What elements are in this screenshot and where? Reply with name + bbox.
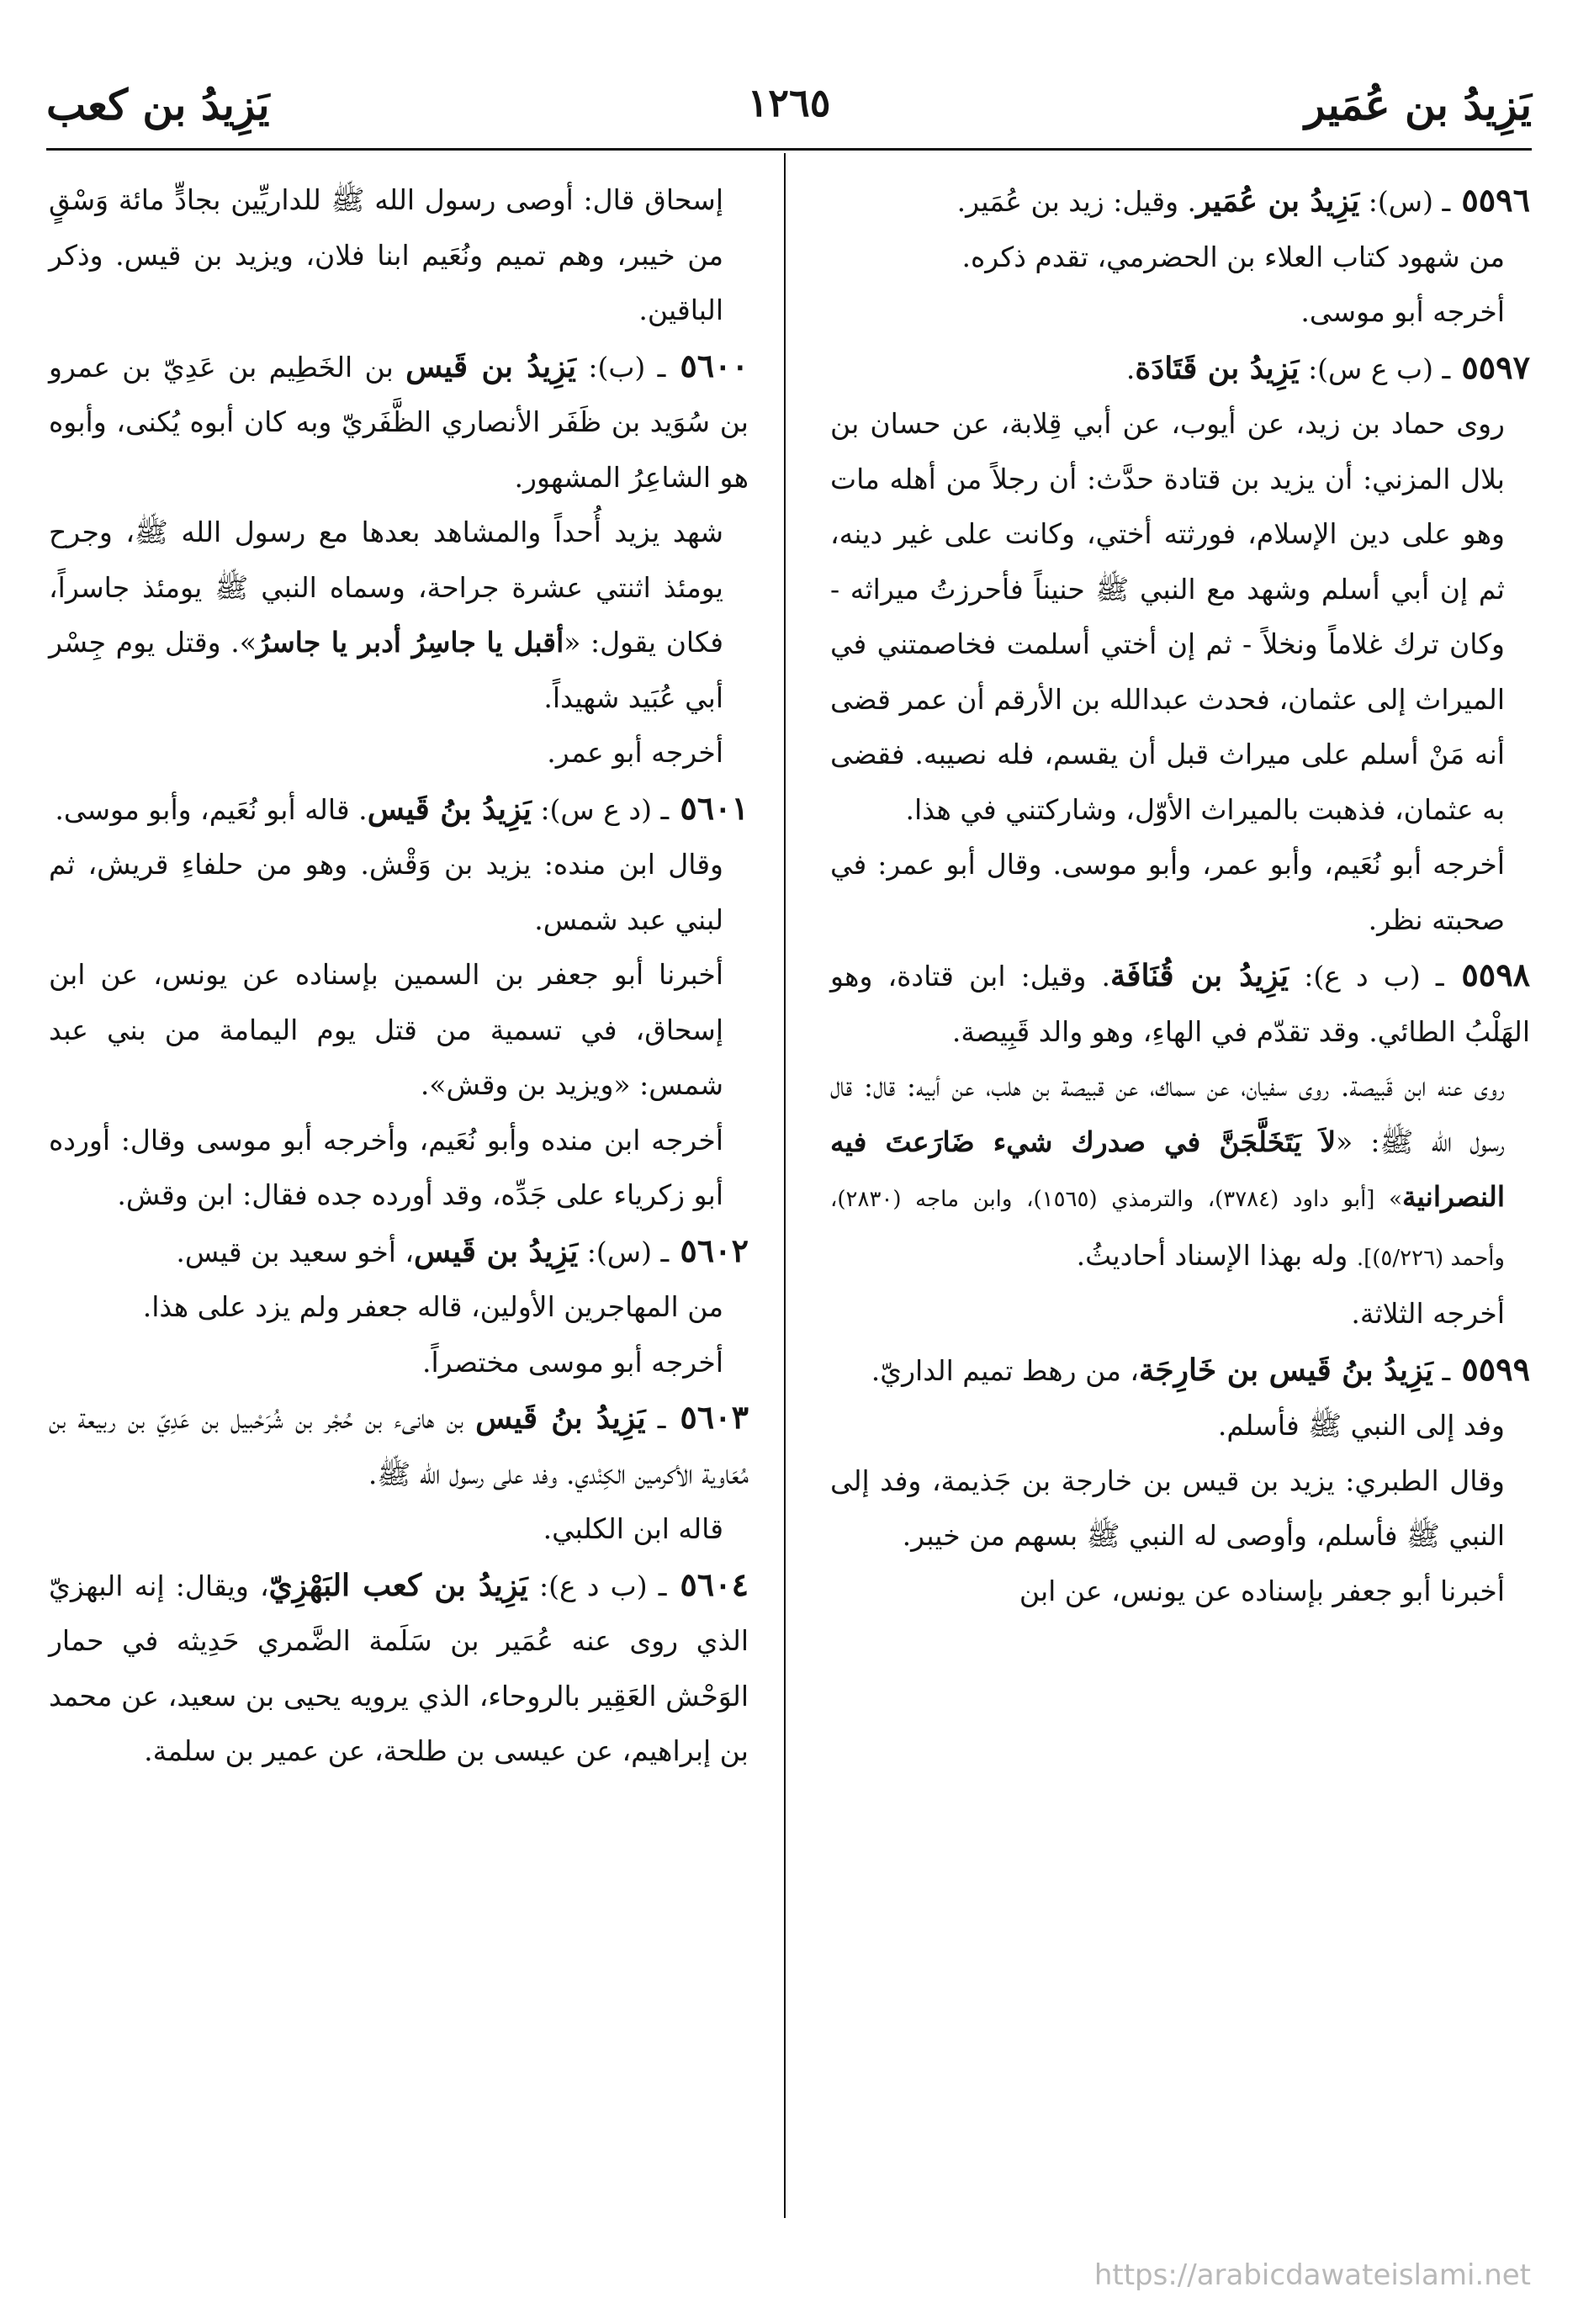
entry-text: ، ويقال: إنه البهزيّ الذي روى عنه عُمَير بن سَلَمة الضَّمري حَدِيثه في حمار الوَحْش العَقِير بالروحاء، الذي يرويه يحيى بن سعيد، عن محمد بن إبراهيم، عن عيسى بن طلحة، عن عمير بن سلمة. — [49, 1569, 749, 1767]
entry-heading — [830, 340, 1530, 397]
entry-number: ٥٦٠٣ — [665, 1398, 749, 1436]
paragraph — [49, 1335, 749, 1390]
paragraph-text: إسحاق قال: أوصى رسول الله ﷺ للداريِّين بجادٍّ مائة وَسْقٍ من خيبر، وهم تميم ونُعَيم ابنا فلان، ويزيد بن قيس. وذكر الباقين. — [49, 183, 723, 326]
paragraph-text: أخبرنا أبو جعفر بن السمين بإسناده عن يونس، عن ابن إسحاق، في تسمية من قتل يوم اليمامة من بني عبد شمس: «ويزيد بن وقش». — [49, 958, 723, 1101]
running-head-right: يَزِيدُ بن عُمَير — [1305, 80, 1532, 130]
entry-text: ، أخو سعيد بن قيس. — [176, 1235, 415, 1268]
right-column — [830, 172, 1530, 1618]
paragraph — [49, 505, 749, 725]
paragraph-text: روى عنه ابن قَبيصة. روى سفيان، عن سماك، عن قبيصة بن هلب، عن أبيه: قال: قال رسول الله ﷺ: « — [830, 1070, 1505, 1158]
entry-number: ٥٦٠١ — [669, 788, 749, 827]
paragraph — [49, 1279, 749, 1335]
entry-heading — [830, 947, 1530, 1059]
paragraph-text: روى حماد بن زيد، عن أيوب، عن أبي قِلابة، عن حسان بن بلال المزني: أن يزيد بن قتادة حدَّث: أن رجلاً من أهله مات وهو على دين الإسلام، فورثته أختي، وكانت على غير دينه، ثم إن أبي أسلم وشهد مع النبي ﷺ حنيناً فأحرزتُ ميراثه - وكان ترك غلاماً ونخلاً - ثم إن أختي أسلمت فخاصمتني في الميراث إلى عثمان، فحدث عبدالله بن الأرقم أن عمر قضى أنه مَنْ أسلم على ميراث قبل أن يقسم، فله نصيبه. فقضى به عثمان، فذهبت بالميراث الأوّل، وشاركتني في هذا. — [830, 407, 1505, 826]
entry-sigla: ـ (ب ع س): — [1299, 352, 1451, 385]
entry-name: يَزِيدُ بنُ قَيس — [367, 791, 532, 827]
entry-name: يَزِيدُ بن قَتَادَة — [1135, 350, 1300, 386]
paragraph-text: ». وقتل يوم جِسْر أبي عُبَيد شهيداً. — [49, 626, 723, 714]
entry-number: ٥٥٩٦ — [1450, 181, 1530, 219]
entry-text: . قاله أبو نُعَيم، وأبو موسى. — [55, 792, 368, 826]
paragraph-text: وفد إلى النبي ﷺ فأسلم. — [1217, 1409, 1505, 1442]
entry-number: ٥٦٠٢ — [669, 1231, 749, 1269]
paragraph — [49, 1501, 749, 1557]
entry-number: ٥٦٠٤ — [666, 1564, 749, 1603]
column-divider — [784, 153, 786, 2218]
paragraph — [49, 1113, 749, 1223]
paragraph — [830, 1453, 1530, 1564]
hadith-text: لاَ يَتَخَلَّجَنَّ في صدرك شيء ضَارَعتَ فيه النصرانية — [830, 1125, 1505, 1213]
paragraph-text: أخرجه ابن منده وأبو نُعَيم، وأخرجه أبو موسى وقال: أورده أبو زكرياء على جَدِّه، وقد أورده جده فقال: ابن وقش. — [49, 1123, 723, 1211]
paragraph-text: شهد يزيد أُحداً والمشاهد بعدها مع رسول الله ﷺ، وجرح يومئذ اثنتي عشرة جراحة، وسماه النبي ﷺ يومئذ جاسراً، فكان يقول: « — [49, 516, 724, 659]
entry-name: يَزِيدُ بن كعب البَهْزِيّ — [268, 1567, 528, 1603]
entry-sigla: ـ (ب د ع): — [1289, 960, 1444, 993]
paragraph-text: أخرجه أبو عمر. — [547, 736, 723, 769]
entry-heading — [830, 1342, 1530, 1399]
page-header — [46, 80, 1532, 146]
paragraph — [830, 1564, 1530, 1619]
entry-text: بن هانىء بن حُجْر بن شُرَحْبيل بن عَدِيّ بن ربيعة بن مُعَاوية الأكرمين الكِنْدي. وفد على رسول الله ﷺ. — [49, 1402, 749, 1490]
paragraph — [830, 1398, 1530, 1453]
hadith-text: أقبل يا جاسِرُ أدبر يا جاسرُ — [256, 626, 564, 659]
paragraph — [830, 837, 1530, 947]
entry-name: يَزِيدُ بنُ قَيس — [475, 1400, 646, 1436]
entry-sigla: ـ (س): — [578, 1235, 670, 1268]
entry-name: يَزِيدُ بنُ قَيس بن خَارِجَة — [1139, 1352, 1433, 1388]
entry-number: ٥٥٩٨ — [1443, 956, 1531, 993]
entry-number: ٥٥٩٧ — [1450, 347, 1530, 386]
entry-sigla: ـ — [1432, 1353, 1451, 1387]
entry-heading — [49, 1557, 749, 1779]
entry-sigla: ـ (د ع س): — [531, 792, 670, 826]
paragraph — [830, 1286, 1530, 1342]
page-number: ١٢٦٥ — [747, 80, 831, 125]
entry-text: ، من رهط تميم الداريّ. — [871, 1353, 1140, 1387]
entry-name: يَزِيدُ بن قُنَافَة — [1110, 958, 1289, 993]
entry-sigla: ـ — [645, 1402, 666, 1435]
left-column — [49, 172, 749, 1779]
paragraph — [49, 947, 749, 1113]
paragraph — [49, 172, 749, 338]
paragraph — [830, 1059, 1530, 1286]
entry-text: . — [1125, 352, 1136, 385]
paragraph-text: من شهود كتاب العلاء بن الحضرمي، تقدم ذكره. — [961, 240, 1505, 273]
entry-text: . وقيل: زيد بن عُمَير. — [956, 185, 1196, 218]
entry-name: يَزِيدُ بن قَيس — [414, 1233, 579, 1269]
entry-number: ٥٥٩٩ — [1450, 1349, 1530, 1388]
paragraph — [49, 725, 749, 781]
entry-heading — [830, 172, 1530, 230]
paragraph-text: وقال ابن منده: يزيد بن وَقْش. وهو من حلفاءِ قريش، ثم لبني عبد شمس. — [49, 848, 723, 936]
entry-sigla: ـ (س): — [1359, 185, 1451, 218]
running-head-left: يَزِيدُ بن كعب — [46, 80, 270, 130]
paragraph-text: أخرجه أبو موسى مختصراً. — [421, 1345, 723, 1379]
paragraph-text: أخبرنا أبو جعفر بإسناده عن يونس، عن ابن — [1019, 1574, 1505, 1607]
paragraph — [49, 837, 749, 947]
watermark-url: https://arabicdawateislami.net — [1093, 2258, 1531, 2292]
paragraph-text: وله بهذا الإسناد أحاديثُ. — [1076, 1238, 1357, 1272]
entry-number: ٥٦٠٠ — [665, 346, 749, 384]
entry-text: . وقيل: ابن قتادة، وهو الهَلْبُ الطائي. وقد تقدّم في الهاءِ، وهو والد قَبِيصة. — [830, 960, 1530, 1048]
paragraph-text: وقال الطبري: يزيد بن قيس بن خارجة بن جَذيمة، وفد إلى النبي ﷺ فأسلم، وأوصى له النبي ﷺ بسهم من خيبر. — [830, 1464, 1505, 1552]
entry-text: بن الخَطِيم بن عَدِيّ بن عمرو بن سُوَيد بن ظَفَر الأنصاري الظَّفَريّ وبه كان أبوه يُكنى، وأبوه هو الشاعِرُ المشهور. — [49, 350, 749, 494]
entry-heading — [49, 781, 749, 838]
entry-heading — [49, 1223, 749, 1280]
entry-heading — [49, 338, 749, 506]
entry-sigla: ـ (ب د ع): — [527, 1569, 667, 1602]
entry-heading — [49, 1390, 749, 1501]
paragraph — [830, 396, 1530, 837]
entry-sigla: ـ (ب): — [576, 350, 666, 384]
paragraph-text: من المهاجرين الأولين، قاله جعفر ولم يزد على هذا. — [142, 1290, 723, 1323]
paragraph-text: أخرجه أبو موسى. — [1300, 295, 1505, 328]
entry-name: يَزِيدُ بن عُمَير — [1196, 183, 1360, 219]
paragraph-text: أخرجه الثلاثة. — [1351, 1297, 1505, 1330]
entry-name: يَزِيدُ بن قَيس — [405, 348, 577, 384]
header-rule — [46, 148, 1532, 151]
paragraph — [830, 230, 1530, 285]
paragraph — [830, 284, 1530, 340]
reference: » [أبو داود (٣٧٨٤)، والترمذي (١٥٦٥)، وابن ماجه (٢٨٣٠)، وأحمد (٥/٢٢٦)]. — [830, 1187, 1505, 1271]
paragraph-text: أخرجه أبو نُعَيم، وأبو عمر، وأبو موسى. وقال أبو عمر: في صحبته نظر. — [830, 848, 1505, 936]
paragraph-text: قاله ابن الكلبي. — [543, 1512, 723, 1545]
